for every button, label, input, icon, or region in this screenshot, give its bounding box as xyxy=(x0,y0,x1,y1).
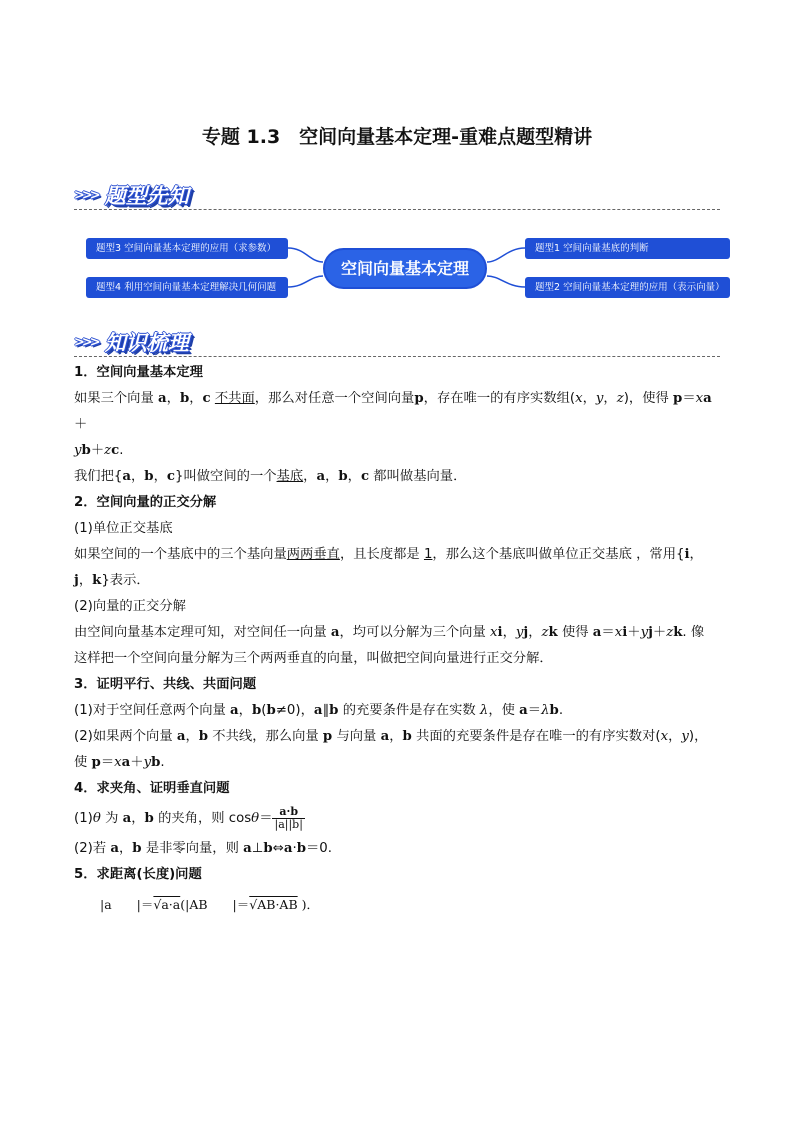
paragraph: (2)如果两个向量 a，b 不共线，那么向量 p 与向量 a，b 共面的充要条件是存在唯一的有序实数对(x，y)， xyxy=(74,729,708,744)
paragraph: (2)若 a，b 是非零向量，则 a⊥b⇔a·b＝0. xyxy=(74,841,332,856)
divider xyxy=(74,356,720,357)
formula-abs-a: |a |＝ xyxy=(100,897,154,912)
banner-text: 题型先知 xyxy=(104,183,189,208)
paragraph: 由空间向量基本定理可知，对空间任一向量 a，均可以分解为三个向量 xi，yj，zk 使得 a＝xi＋yj＋zk. 像 xyxy=(74,625,705,640)
subheading: (2)向量的正交分解 xyxy=(74,599,186,614)
paragraph: 如果空间的一个基底中的三个基向量两两垂直，且长度都是 1，那么这个基底叫做单位正交基底 ，常用{i， xyxy=(74,547,703,562)
mindmap-node-type4: 题型4 利用空间向量基本定理解决几何问题 xyxy=(86,277,288,298)
page-title: 专题 1.3 空间向量基本定理-重难点题型精讲 xyxy=(201,126,593,148)
banner-arrows: >>> xyxy=(74,187,98,203)
section-heading: 2．空间向量的正交分解 xyxy=(74,495,217,510)
mindmap-center-node: 空间向量基本定理 xyxy=(323,248,487,289)
paragraph: (1)对于空间任意两个向量 a，b(b≠0)，a∥b 的充要条件是存在实数 λ，使 a＝λb. xyxy=(74,703,564,718)
section-heading: 1．空间向量基本定理 xyxy=(74,365,203,380)
section-1 xyxy=(74,360,722,922)
section-heading: 5．求距离(长度)问题 xyxy=(74,867,202,882)
paragraph: j，k}表示． xyxy=(74,573,150,588)
paragraph: 这样把一个空间向量分解为三个两两垂直的向量，叫做把空间向量进行正交分解． xyxy=(74,651,553,666)
distance-formula: |a |＝√a·a(|AB |＝√AB·AB )． xyxy=(100,897,319,912)
formula-sqrt-aa: √a·a xyxy=(153,897,181,912)
paragraph: yb＋zc. xyxy=(74,443,124,458)
fraction: $\frac{a\cdot b}{|a||b|}$ xyxy=(274,804,303,831)
paragraph: 如果三个向量 a，b，c 不共面，那么对任意一个空间向量p，存在唯一的有序实数组(x，y，z)，使得 p＝xa＋ xyxy=(74,391,712,432)
paragraph: 使 p＝xa＋yb. xyxy=(74,755,165,770)
connector-right-bottom xyxy=(487,276,525,287)
subheading: (1)单位正交基底 xyxy=(74,521,173,536)
banner-text: 知识梳理 xyxy=(104,330,189,355)
connector-left-top xyxy=(288,248,323,262)
formula-abs-ab: |AB |＝ xyxy=(185,897,250,912)
section-banner-knowledge xyxy=(74,327,189,357)
paragraph: (1)θ 为 a，b 的夹角，则 cosθ＝ $\frac{a\cdot b}{|a||b|}$ xyxy=(74,804,303,831)
connector-right-top xyxy=(487,248,525,262)
connector-left-bottom xyxy=(288,276,323,287)
mindmap-node-type2: 题型2 空间向量基本定理的应用（表示向量） xyxy=(525,277,730,298)
mindmap-node-type1: 题型1 空间向量基底的判断 xyxy=(525,238,730,259)
paragraph: 我们把{a，b，c}叫做空间的一个基底，a，b，c 都叫做基向量． xyxy=(74,469,467,484)
formula-sqrt-abab: √AB·AB xyxy=(249,897,298,912)
section-heading: 4．求夹角、证明垂直问题 xyxy=(74,781,230,796)
banner-arrows: >>> xyxy=(74,334,98,350)
mindmap-node-type3: 题型3 空间向量基本定理的应用（求参数） xyxy=(86,238,288,259)
section-heading: 3．证明平行、共线、共面问题 xyxy=(74,677,257,692)
